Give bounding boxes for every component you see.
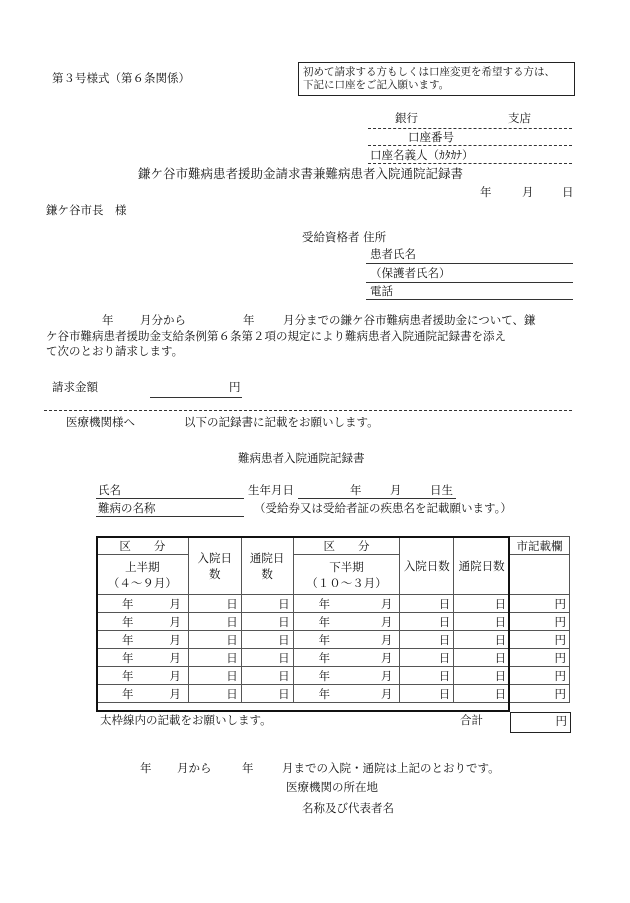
total-box[interactable] (510, 712, 571, 733)
day-unit: 日 (494, 686, 507, 701)
first-half-month-cell[interactable] (97, 613, 189, 631)
day-unit: 日 (226, 686, 238, 701)
day-unit: 日 (438, 614, 451, 629)
outpatient-header-1: 通院日数 (241, 537, 293, 595)
day-unit: 日 (494, 596, 507, 611)
year-unit: 年 (122, 668, 134, 683)
second-half-month-cell[interactable] (293, 613, 400, 631)
second-outpatient-days-cell[interactable] (454, 595, 510, 613)
addressee: 鎌ケ谷市長 様 (46, 203, 127, 217)
yen-unit: 円 (554, 596, 566, 611)
guardian-name-label: （保護者氏名） (370, 266, 451, 280)
first-outpatient-days-cell[interactable] (241, 685, 293, 703)
year-unit: 年 (318, 650, 331, 665)
record-table (96, 536, 570, 703)
amount-label: 請求金額 (52, 380, 98, 394)
form-number: 第３号様式（第６条関係） (52, 71, 190, 85)
day-unit: 日 (278, 614, 290, 629)
first-outpatient-days-cell[interactable] (241, 613, 293, 631)
day-unit: 日 (438, 668, 451, 683)
first-inpatient-days-cell[interactable] (188, 595, 241, 613)
month-unit: 月 (169, 686, 181, 701)
table-row (97, 631, 570, 649)
second-half-month-cell[interactable] (293, 595, 400, 613)
table-row (97, 595, 570, 613)
second-outpatient-days-cell[interactable] (454, 631, 510, 649)
patient-name-line[interactable] (366, 263, 573, 264)
account-line[interactable] (368, 145, 572, 146)
phone-line[interactable] (366, 299, 573, 300)
day-unit: 日 (226, 596, 238, 611)
guardian-name-line[interactable] (366, 282, 573, 283)
city-column-header: 市記載欄 (510, 537, 570, 555)
inpatient-header-1: 入院日数 (188, 537, 241, 595)
first-inpatient-days-cell[interactable] (188, 667, 241, 685)
year-unit: 年 (122, 632, 134, 647)
day-unit: 日 (226, 668, 238, 683)
day-unit: 日 (438, 596, 451, 611)
year-unit: 年 (318, 614, 331, 629)
medical-request: 以下の記録書に記載をお願いします。 (184, 415, 379, 429)
second-outpatient-days-cell[interactable] (454, 613, 510, 631)
month-unit: 月 (380, 596, 393, 611)
year-unit: 年 (122, 614, 134, 629)
day-unit: 日 (494, 632, 507, 647)
month-unit: 月 (169, 632, 181, 647)
first-half-month-cell[interactable] (97, 595, 189, 613)
year-unit: 年 (122, 596, 134, 611)
body-year-1: 年 (102, 313, 114, 327)
second-half-month-cell[interactable] (293, 631, 400, 649)
applicant-address-label: 受給資格者 住所 (302, 230, 387, 244)
day-unit: 日 (494, 668, 507, 683)
day-unit: 日 (278, 596, 290, 611)
kubun-header-2: 区 分 (293, 537, 400, 555)
city-amount-cell[interactable] (510, 613, 570, 631)
date-month: 月 (522, 185, 534, 199)
second-outpatient-days-cell[interactable] (454, 685, 510, 703)
yen-unit: 円 (554, 614, 566, 629)
closing-until: 月までの入院・通院は上記のとおりです。 (282, 761, 500, 775)
branch-label: 支店 (508, 111, 531, 125)
body-year-2: 年 (243, 313, 255, 327)
first-outpatient-days-cell[interactable] (241, 595, 293, 613)
day-unit: 日 (438, 650, 451, 665)
second-half-month-cell[interactable] (293, 685, 400, 703)
day-unit: 日 (278, 632, 290, 647)
second-half-cell (293, 555, 400, 595)
month-unit: 月 (169, 650, 181, 665)
record-dob-month: 月 (390, 483, 402, 497)
yen-unit: 円 (554, 632, 566, 647)
city-amount-cell[interactable] (510, 631, 570, 649)
thick-frame-note: 太枠線内の記載をお願いします。 (100, 713, 272, 727)
day-unit: 日 (226, 650, 238, 665)
bank-line[interactable] (368, 128, 572, 129)
body-line-2: ケ谷市難病患者援助金支給条例第６条第２項の規定により難病患者入院通院記録書を添え (46, 329, 506, 343)
amount-line[interactable] (150, 397, 242, 398)
record-dob-line[interactable] (298, 498, 456, 499)
month-unit: 月 (380, 686, 393, 701)
first-inpatient-days-cell[interactable] (188, 631, 241, 649)
table-row (97, 685, 570, 703)
month-unit: 月 (380, 614, 393, 629)
inpatient-header-2: 入院日数 (400, 537, 454, 595)
second-outpatient-days-cell[interactable] (454, 667, 510, 685)
account-holder-label: 口座名義人（ｶﾀｶﾅ） (370, 148, 474, 162)
first-half-range: （４～９月） (107, 575, 177, 590)
second-half-label: 下半期 (329, 559, 364, 574)
body-until: 月分までの鎌ケ谷市難病患者援助金について、鎌 (283, 313, 536, 327)
medical-to: 医療機関様へ (66, 415, 135, 429)
month-unit: 月 (169, 668, 181, 683)
bank-label: 銀行 (395, 111, 418, 125)
yen-unit: 円 (554, 650, 566, 665)
record-dob-year: 年 (350, 483, 362, 497)
medical-location-label: 医療機関の所在地 (286, 780, 378, 794)
record-disease-line[interactable] (96, 516, 244, 517)
cut-line (44, 410, 572, 411)
record-dob-label: 生年月日 (248, 483, 294, 497)
month-unit: 月 (169, 614, 181, 629)
second-half-range: （１０～３月） (306, 575, 387, 590)
date-year: 年 (480, 185, 492, 199)
first-inpatient-days-cell[interactable] (188, 613, 241, 631)
notice-line-2: 下記に口座をご記入願います。 (303, 79, 450, 91)
day-unit: 日 (494, 650, 507, 665)
first-half-month-cell[interactable] (97, 631, 189, 649)
outpatient-header-2: 通院日数 (454, 537, 510, 595)
second-half-month-cell[interactable] (293, 649, 400, 667)
notice-line-1: 初めて請求する方もしくは口座変更を希望する方は、 (303, 66, 555, 78)
month-unit: 月 (380, 632, 393, 647)
city-amount-cell[interactable] (510, 649, 570, 667)
day-unit: 日 (278, 686, 290, 701)
table-row (97, 613, 570, 631)
first-half-cell (97, 555, 189, 595)
closing-from: 月から (177, 761, 212, 775)
total-label: 合計 (460, 713, 483, 727)
patient-name-label: 患者氏名 (370, 247, 416, 261)
notice-box (298, 62, 575, 96)
kubun-header-1: 区 分 (97, 537, 189, 555)
second-half-month-cell[interactable] (293, 667, 400, 685)
closing-year-2: 年 (242, 761, 254, 775)
first-outpatient-days-cell[interactable] (241, 667, 293, 685)
first-half-month-cell[interactable] (97, 667, 189, 685)
first-outpatient-days-cell[interactable] (241, 631, 293, 649)
day-unit: 日 (278, 668, 290, 683)
second-inpatient-days-cell[interactable] (400, 649, 454, 667)
second-inpatient-days-cell[interactable] (400, 667, 454, 685)
yen-unit: 円 (554, 686, 566, 701)
closing-year-1: 年 (140, 761, 152, 775)
city-amount-cell[interactable] (510, 667, 570, 685)
body-from: 月分から (140, 313, 186, 327)
account-number-label: 口座番号 (408, 130, 454, 144)
total-yen: 円 (555, 714, 567, 728)
record-title: 難病患者入院通院記録書 (238, 451, 365, 465)
year-unit: 年 (318, 632, 331, 647)
phone-label: 電話 (370, 284, 393, 298)
day-unit: 日 (494, 614, 507, 629)
document-title: 鎌ケ谷市難病患者援助金請求書兼難病患者入院通院記録書 (138, 166, 464, 181)
first-half-month-cell[interactable] (97, 649, 189, 667)
amount-unit: 円 (229, 380, 241, 394)
first-half-month-cell[interactable] (97, 685, 189, 703)
record-dob-day: 日生 (430, 483, 453, 497)
yen-unit: 円 (554, 668, 566, 683)
body-line-3: て次のとおり請求します。 (46, 344, 184, 358)
city-column-blank (510, 555, 570, 595)
day-unit: 日 (438, 686, 451, 701)
holder-line[interactable] (368, 163, 572, 164)
month-unit: 月 (380, 650, 393, 665)
date-day: 日 (562, 185, 574, 199)
first-half-label: 上半期 (125, 559, 160, 574)
year-unit: 年 (122, 650, 134, 665)
first-inpatient-days-cell[interactable] (188, 685, 241, 703)
year-unit: 年 (122, 686, 134, 701)
record-name-line[interactable] (96, 498, 244, 499)
medical-rep-label: 名称及び代表者名 (302, 801, 394, 815)
second-inpatient-days-cell[interactable] (400, 595, 454, 613)
record-disease-note: （受給券又は受給者証の疾患名を記載願います。） (254, 501, 512, 515)
second-inpatient-days-cell[interactable] (400, 613, 454, 631)
city-amount-cell[interactable] (510, 595, 570, 613)
year-unit: 年 (318, 668, 331, 683)
record-name-label: 氏名 (98, 483, 121, 497)
first-outpatient-days-cell[interactable] (241, 649, 293, 667)
day-unit: 日 (278, 650, 290, 665)
table-row (97, 667, 570, 685)
day-unit: 日 (226, 614, 238, 629)
second-inpatient-days-cell[interactable] (400, 631, 454, 649)
year-unit: 年 (318, 686, 331, 701)
table-row (97, 649, 570, 667)
year-unit: 年 (318, 596, 331, 611)
first-inpatient-days-cell[interactable] (188, 649, 241, 667)
day-unit: 日 (226, 632, 238, 647)
day-unit: 日 (438, 632, 451, 647)
month-unit: 月 (169, 596, 181, 611)
month-unit: 月 (380, 668, 393, 683)
city-amount-cell[interactable] (510, 685, 570, 703)
second-inpatient-days-cell[interactable] (400, 685, 454, 703)
record-disease-label: 難病の名称 (98, 501, 156, 515)
second-outpatient-days-cell[interactable] (454, 649, 510, 667)
